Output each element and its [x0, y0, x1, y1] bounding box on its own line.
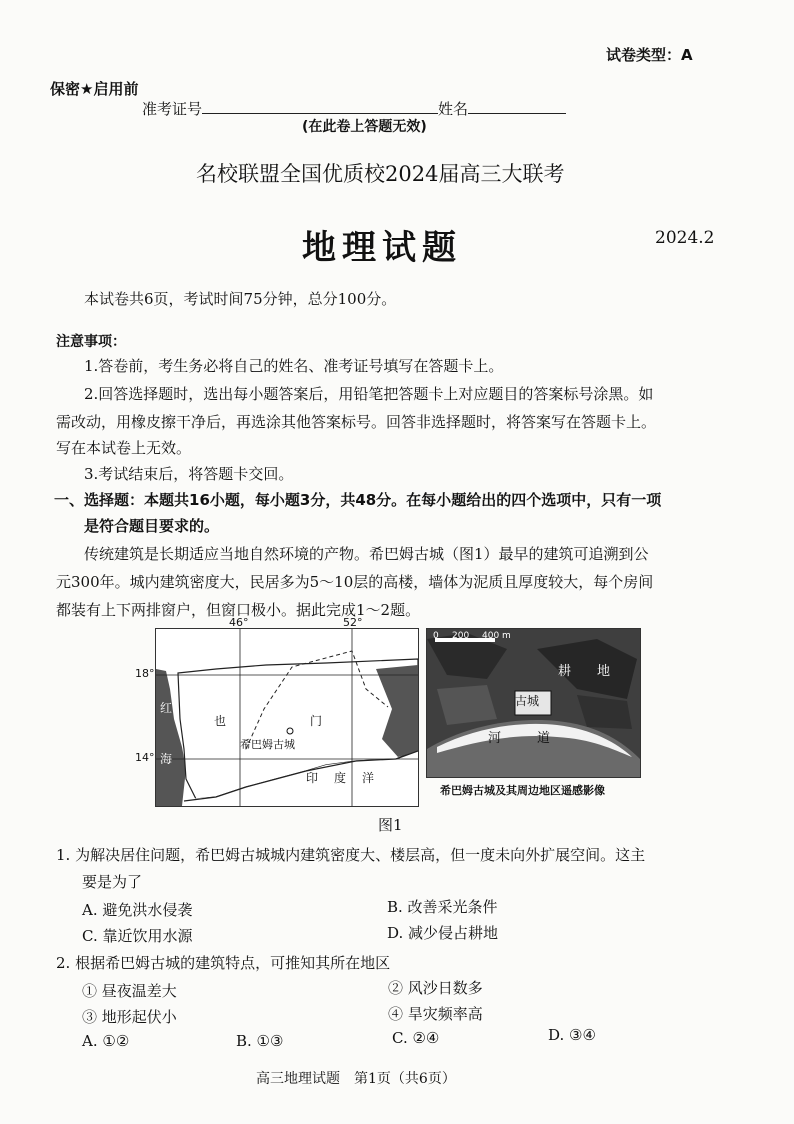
passage-line-2: 元300年。城内建筑密度大，民居多为5～10层的高楼，墙体为泥质且厚度较大，每个房间: [56, 573, 654, 591]
lat-14-label: 14°: [135, 751, 155, 764]
city-marker: [287, 728, 293, 734]
q1-option-c[interactable]: C. 靠近饮用水源: [82, 927, 193, 945]
page-footer: 高三地理试题 第1页（共6页）: [256, 1071, 456, 1087]
notes-heading: 注意事项：: [56, 334, 126, 350]
yemen-label-2: 门: [310, 714, 323, 728]
q2-statement-1: ① 昼夜温差大: [82, 982, 177, 1000]
red-sea-label-1: 红: [160, 701, 173, 715]
ocean-label-2: 度: [334, 771, 347, 785]
scale-0: 0: [433, 631, 439, 641]
note-2-line-2: 需改动，用橡皮擦干净后，再选涂其他答案标号。回答非选择题时，将答案写在答题卡上。: [56, 413, 657, 431]
q1-stem-line-2: 要是为了: [82, 873, 143, 891]
location-map: [155, 628, 419, 807]
scale-200: 200: [452, 631, 470, 641]
q2-option-a[interactable]: A. ①②: [82, 1032, 130, 1050]
satellite-caption: 希巴姆古城及其周边地区遥感影像: [440, 784, 605, 797]
q1-stem-line-1: 1. 为解决居住问题，希巴姆古城城内建筑密度大、楼层高，但一度未向外扩展空间。这主: [56, 846, 646, 864]
note-1: 1.答卷前，考生务必将自己的姓名、准考证号填写在答题卡上。: [84, 357, 504, 375]
exam-id-label: 准考证号: [142, 100, 203, 118]
ocean-label-3: 洋: [362, 771, 375, 785]
exam-id-field[interactable]: [202, 99, 438, 114]
subject-title: 地理试题: [302, 228, 462, 268]
river-label-2: 道: [537, 731, 551, 746]
paper-type: 试卷类型：A: [606, 46, 693, 64]
intro-text: 本试卷共6页，考试时间75分钟，总分100分。: [84, 290, 397, 308]
q1-option-b[interactable]: B. 改善采光条件: [387, 898, 498, 916]
name-label: 姓名: [438, 100, 469, 118]
exam-league-title: 名校联盟全国优质校2024届高三大联考: [196, 162, 565, 186]
note-2-line-1: 2.回答选择题时，选出每小题答案后，用铅笔把答题卡上对应题目的答案标号涂黑。如: [84, 385, 654, 403]
scale-400: 400 m: [482, 631, 511, 641]
farmland-label-1: 耕: [558, 664, 572, 679]
yemen-label-1: 也: [214, 714, 227, 728]
q2-option-d[interactable]: D. ③④: [548, 1026, 596, 1044]
section-1-heading-cont: 是符合题目要求的。: [84, 517, 220, 535]
ocean-label-1: 印: [306, 771, 319, 785]
q1-option-d[interactable]: D. 减少侵占耕地: [387, 924, 499, 942]
lon-52-label: 52°: [343, 616, 363, 629]
passage-line-3: 都装有上下两排窗户，但窗口极小。据此完成1～2题。: [56, 601, 421, 619]
passage-line-1: 传统建筑是长期适应当地自然环境的产物。希巴姆古城（图1）最早的建筑可追溯到公: [84, 545, 649, 563]
q2-statement-3: ③ 地形起伏小: [82, 1008, 177, 1026]
farmland-label-2: 地: [597, 664, 611, 679]
note-3: 3.考试结束后，将答题卡交回。: [84, 465, 294, 483]
invalid-note: (在此卷上答题无效): [302, 119, 427, 135]
confidential-label: 保密★启用前: [50, 80, 139, 98]
red-sea-label-2: 海: [160, 752, 173, 766]
river-label-1: 河: [488, 731, 502, 746]
name-field[interactable]: [468, 99, 566, 114]
note-2-line-3: 写在本试卷上无效。: [56, 439, 192, 457]
lat-18-label: 18°: [135, 667, 155, 680]
figure-caption: 图1: [378, 816, 403, 834]
exam-date: 2024.2: [655, 228, 715, 248]
old-city-label: 古城: [515, 694, 540, 708]
q1-option-a[interactable]: A. 避免洪水侵袭: [82, 901, 193, 919]
q2-stem: 2. 根据希巴姆古城的建筑特点，可推知其所在地区: [56, 954, 391, 972]
city-label: 希巴姆古城: [240, 738, 295, 751]
q2-option-c[interactable]: C. ②④: [392, 1029, 440, 1047]
q2-statement-2: ② 风沙日数多: [388, 979, 483, 997]
q2-option-b[interactable]: B. ①③: [236, 1032, 284, 1050]
lon-46-label: 46°: [229, 616, 249, 629]
q2-statement-4: ④ 旱灾频率高: [388, 1005, 483, 1023]
section-1-heading: 一、选择题：本题共16小题，每小题3分，共48分。在每小题给出的四个选项中，只有一项: [54, 491, 662, 509]
